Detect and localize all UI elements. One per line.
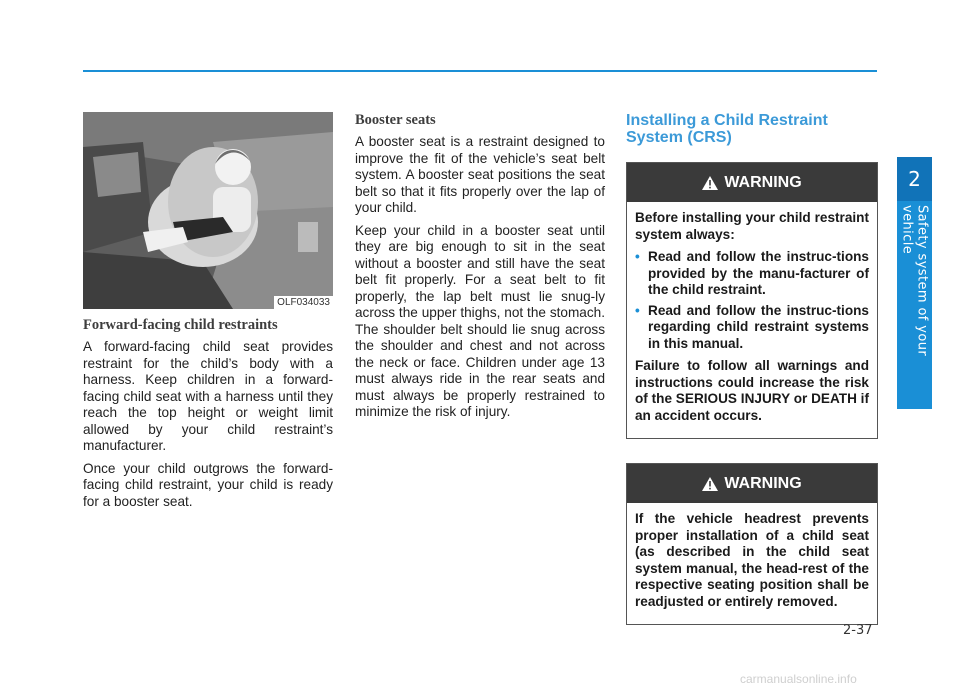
child-seat-illustration [83,112,333,309]
warning-label: WARNING [724,173,802,191]
list-item [635,303,869,353]
paragraph: A forward-facing child seat provides restraint for the child’s body with a harness. Keep children in a forward-facing child seat with a harness until they reach the top height or weight limit allowed by your child restraint’s manufacturer. [83,339,333,453]
chapter-side-tab[interactable] [897,157,932,409]
warning-header [627,163,877,202]
watermark: carmanualsonline.info [740,672,857,686]
warning-triangle-icon [702,477,718,491]
top-rule [83,70,877,72]
bullet-dot-icon: • [635,249,640,264]
warning-box [626,463,878,625]
forward-facing-heading: Forward-facing child restraints [83,317,278,333]
child-seat-photo [83,112,333,309]
chapter-title: Safety system of your vehicle [899,205,930,357]
warning-box [626,162,878,439]
warning-bullet-list [635,249,869,352]
bullet-dot-icon: • [635,302,640,318]
list-item [635,249,869,299]
warning-triangle-icon [702,176,718,190]
chapter-number-box [897,157,932,201]
column-1 [83,112,333,516]
warning-body [627,202,877,438]
column-2 [355,112,605,427]
page-number: 2-37 [843,623,873,638]
paragraph: Keep your child in a booster seat until they are big enough to sit in the seat without a booster and still have the seat belt fit properly. For a seat belt to fit properly, the lap belt must lie snug-ly across the upper thighs, not the stomach. The shoulder belt should lie snug across the shoulder and chest and not across the neck or face. Children under age 13 must always ride in the rear seats and must always be properly restrained to minimize the risk of injury. [355,222,605,419]
warning-text: If the vehicle headrest prevents proper installation of a child seat (as described in the child seat system manual, the head-rest of the respective seating position shall be readjusted or entirely removed. [635,511,869,609]
warning-intro: Before installing your child restraint system always: [635,210,869,242]
paragraph: Once your child outgrows the forward-facing child restraint, your child is ready for a booster seat. [83,460,333,509]
warning-body [627,503,877,624]
warning-header [627,464,877,503]
column-3 [626,112,878,649]
installing-crs-heading: Installing a Child Restraint System (CRS) [626,112,828,146]
bullet-text: Read and follow the instruc-tions provided by the manu-facturer of the child restraint. [648,249,869,297]
figure-code: OLF034033 [274,296,333,309]
paragraph: A booster seat is a restraint designed to improve the fit of the vehicle’s seat belt system. A booster seat positions the seat belt so that it fits properly over the lap of your child. [355,134,605,215]
warning-outro: Failure to follow all warnings and instructions could increase the risk of the SERIOUS INJURY or DEATH if an accident occurs. [635,358,869,423]
booster-seats-heading: Booster seats [355,112,436,128]
bullet-text: Read and follow the instruc-tions regarding child restraint systems in this manual. [648,302,869,351]
chapter-number: 2 [908,167,921,191]
warning-label: WARNING [724,474,802,492]
